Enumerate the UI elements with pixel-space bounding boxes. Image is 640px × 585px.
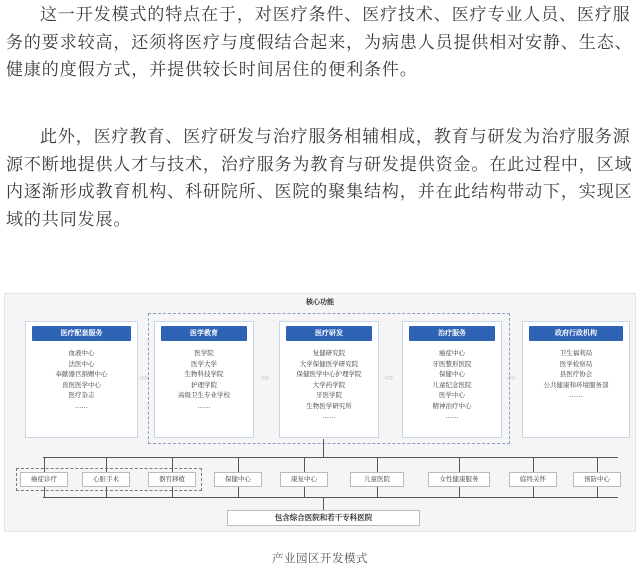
specialty-category-box: 器官移植 [148, 472, 196, 487]
medical-research-box [279, 321, 379, 438]
list-item: 医疗杂志 [68, 391, 95, 399]
list-item: 癌症中心 [439, 349, 465, 357]
government-agency-list [523, 348, 629, 401]
connector-line [597, 457, 598, 472]
connector-line [238, 457, 239, 472]
list-item: 精神治疗中心 [432, 401, 472, 410]
list-item: 公共健康和环境服务部 [543, 380, 609, 389]
paragraph-2-text: 此外，医疗教育、医疗研发与治疗服务相辅相成，教育与研发为治疗服务源源不断地提供人才与技术，治疗服务为教育与研发提供资金。在此过程中，区域内逐渐形成教育机构、科研院所、医院的聚集结构，并在此结构带动下，实现区域的共同发展。 [6, 127, 633, 230]
list-item: 大学药学院 [312, 380, 346, 389]
list-item: …… [75, 401, 88, 410]
connector-line [323, 439, 324, 457]
list-item: 血液中心 [68, 349, 95, 357]
list-item: 大学保健医学研究院 [299, 359, 359, 368]
list-item: 县医疗协会 [559, 370, 593, 378]
list-item: 法医中心 [68, 359, 95, 368]
specialty-category-box: 临终关怀 [509, 472, 557, 487]
list-item: 医学中心 [439, 391, 465, 399]
list-item: 高级卫生专业学校 [178, 391, 230, 399]
list-item: 牙医整形医院 [432, 359, 472, 368]
arrow-right-icon: ⇨ [261, 373, 270, 384]
figure-caption: 产业园区开发模式 [272, 551, 368, 565]
treatment-service-box [402, 321, 502, 438]
medical-support-list [26, 348, 137, 411]
specialty-category-box: 癌症诊疗 [20, 472, 68, 487]
connector-line [304, 457, 305, 472]
list-item: …… [569, 391, 583, 399]
connector-line [597, 487, 598, 497]
medical-research-list [280, 348, 378, 422]
specialty-category-box: 保健中心 [214, 472, 262, 487]
list-item: 护理学院 [191, 380, 217, 389]
paragraph-1-text: 这一开发模式的特点在于，对医疗条件、医疗技术、医疗专业人员、医疗服务的要求较高，还须将医疗与度假结合起来，为病患人员提供相对安静、生态、健康的度假方式，并提供较长时间居住的便利条件。 [6, 5, 633, 80]
medical-education-list [155, 348, 253, 411]
specialty-category-box: 康复中心 [280, 472, 328, 487]
specialty-category-box: 儿童医院 [350, 472, 404, 487]
medical-education-header: 医学教育 [161, 326, 247, 341]
government-agency-header: 政府行政机构 [529, 326, 623, 341]
specialty-category-box: 预防中心 [573, 472, 621, 487]
connector-line [533, 457, 534, 472]
connector-line [459, 487, 460, 497]
list-item: 牙医学院 [316, 391, 342, 399]
specialty-category-box: 心脏手术 [82, 472, 130, 487]
treatment-service-list [403, 348, 501, 422]
list-item: 医学院 [194, 349, 214, 357]
medical-research-header: 医疗研发 [286, 326, 372, 341]
list-item: …… [445, 412, 459, 420]
paragraph-2 [6, 124, 636, 234]
connector-line [377, 457, 378, 472]
medical-support-box [25, 321, 138, 438]
connector-line [459, 457, 460, 472]
list-item: …… [322, 412, 336, 420]
list-item: 保健中心 [439, 370, 465, 378]
paragraph-1 [6, 2, 636, 85]
specialty-category-box: 女性健康服务 [428, 472, 490, 487]
hospital-summary-box: 包含综合医院和若干专科医院 [227, 510, 420, 526]
list-item: 生物科技学院 [184, 370, 224, 378]
list-item: 卫生福利局 [559, 349, 593, 357]
treatment-service-header: 治疗服务 [409, 326, 495, 341]
arrow-right-icon: ⇨ [385, 373, 394, 384]
list-item: 生物医学研究所 [306, 401, 352, 410]
list-item: 儿童纪念医院 [432, 380, 472, 389]
connector-line [304, 487, 305, 497]
industrial-park-diagram [4, 293, 636, 532]
list-item: …… [197, 401, 211, 410]
medical-support-header: 医疗配套服务 [32, 326, 131, 341]
arrow-left-icon: ⇦ [507, 373, 516, 384]
list-item: 复健研究院 [312, 349, 346, 357]
core-functions-title: 核心功能 [306, 298, 334, 306]
list-item: 医学检察局 [559, 359, 593, 368]
medical-education-box [154, 321, 254, 438]
arrow-right-icon: ⇨ [140, 373, 149, 384]
connector-line [238, 487, 239, 497]
connector-line [43, 457, 618, 458]
list-item: 兽医医学中心 [62, 380, 101, 389]
list-item: 医学大学 [191, 359, 217, 368]
connector-line [43, 497, 618, 498]
connector-line [323, 497, 324, 510]
connector-line [533, 487, 534, 497]
list-item: 奉献器官捐赠中心 [55, 370, 108, 378]
government-agency-box [522, 321, 630, 438]
connector-line [377, 487, 378, 497]
list-item: 保健医学中心护理学院 [296, 370, 362, 378]
